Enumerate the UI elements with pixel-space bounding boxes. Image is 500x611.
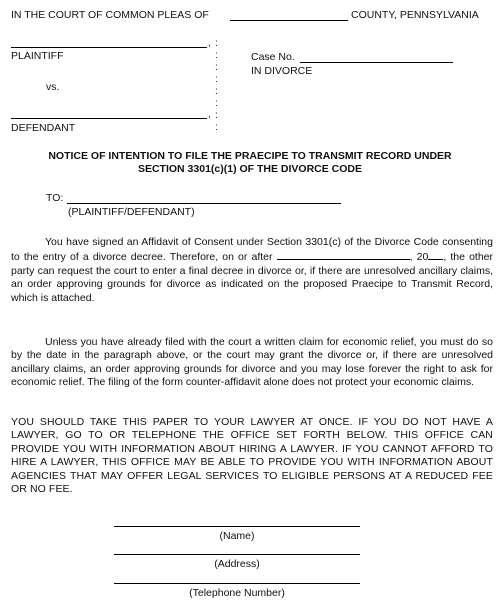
plaintiff-name-blank[interactable] xyxy=(11,47,207,48)
plaintiff-label: PLAINTIFF xyxy=(11,50,64,62)
telephone-blank[interactable] xyxy=(114,583,360,584)
year-blank[interactable] xyxy=(428,249,443,260)
caption-colon: : xyxy=(215,62,218,73)
name-label: (Name) xyxy=(219,530,255,542)
caption-colon: : xyxy=(215,98,218,109)
court-header-suffix: COUNTY, PENNSYLVANIA xyxy=(351,9,479,21)
paragraph-economic-relief xyxy=(11,336,493,390)
paragraph-economic-relief-text: Unless you have already filed with the court a written claim for economic relief, you must do so by the date in the paragraph above, or the court may grant the divorce or, if there are unresolved ancillary claims, an order approving grounds for divorce and you may lose forever the right to ask for economic relief. The filing of the form counter-affidavit alone does not protect your economic claims. xyxy=(11,336,493,389)
paragraph-affidavit-part-c: , the other party can request the court to enter a final decree in divorce or, if there are unresolved ancillary claims, an order approving grounds for divorce as indicated on the proposed Praecipe to Transmit Record, which is attached. xyxy=(11,251,494,304)
to-sublabel: (PLAINTIFF/DEFENDANT) xyxy=(68,206,195,218)
defendant-label: DEFENDANT xyxy=(11,122,76,134)
paragraph-lawyer-warning xyxy=(11,416,493,496)
court-header-prefix: IN THE COURT OF COMMON PLEAS OF xyxy=(11,9,209,21)
caption-colon: : xyxy=(215,110,218,121)
paragraph-affidavit xyxy=(11,236,493,305)
notice-title-line1: NOTICE OF INTENTION TO FILE THE PRAECIPE TO TRANSMIT RECORD UNDER xyxy=(48,150,452,162)
case-no-label: Case No. xyxy=(251,51,295,63)
plaintiff-comma: , xyxy=(208,38,211,49)
telephone-label: (Telephone Number) xyxy=(189,587,285,599)
date-blank[interactable] xyxy=(277,249,410,260)
in-divorce-label: IN DIVORCE xyxy=(251,65,313,77)
to-label: TO: xyxy=(46,192,64,204)
address-label: (Address) xyxy=(214,558,260,570)
caption-colon: : xyxy=(215,86,218,97)
case-no-blank[interactable] xyxy=(300,62,453,63)
paragraph-affidavit-part-a: You have signed an Affidavit of Consent under Section 3301(c) of the Divorce Code consenting to the entry of a divorce decree. Therefore, on or after xyxy=(11,236,493,264)
county-blank[interactable] xyxy=(230,20,348,21)
defendant-name-blank[interactable] xyxy=(11,118,207,119)
name-blank[interactable] xyxy=(114,526,360,527)
caption-colon: : xyxy=(215,38,218,49)
caption-colon: : xyxy=(215,74,218,85)
address-blank[interactable] xyxy=(114,554,360,555)
notice-title-line2: SECTION 3301(c)(1) OF THE DIVORCE CODE xyxy=(137,163,363,175)
paragraph-lawyer-warning-text: YOU SHOULD TAKE THIS PAPER TO YOUR LAWYER AT ONCE. IF YOU DO NOT HAVE A LAWYER, GO TO OR TELEPHONE THE OFFICE SET FORTH BELOW. THIS OFFICE CAN PROVIDE YOU WITH INFORMATION ABOUT HIRING A LAWYER. IF YOU CANNOT AFFORD TO HIRE A LAWYER, THIS OFFICE MAY BE ABLE TO PROVIDE YOU WITH INFORMATION ABOUT AGENCIES THAT MAY OFFER LEGAL SERVICES TO ELIGIBLE PERSONS AT A REDUCED FEE OR NO FEE. xyxy=(11,416,493,496)
paragraph-affidavit-year-prefix: , 20 xyxy=(409,251,429,264)
to-recipient-blank[interactable] xyxy=(67,203,341,204)
caption-colon: : xyxy=(215,122,218,133)
defendant-comma: , xyxy=(208,109,211,120)
vs-label: vs. xyxy=(46,81,60,93)
caption-colon: : xyxy=(215,50,218,61)
